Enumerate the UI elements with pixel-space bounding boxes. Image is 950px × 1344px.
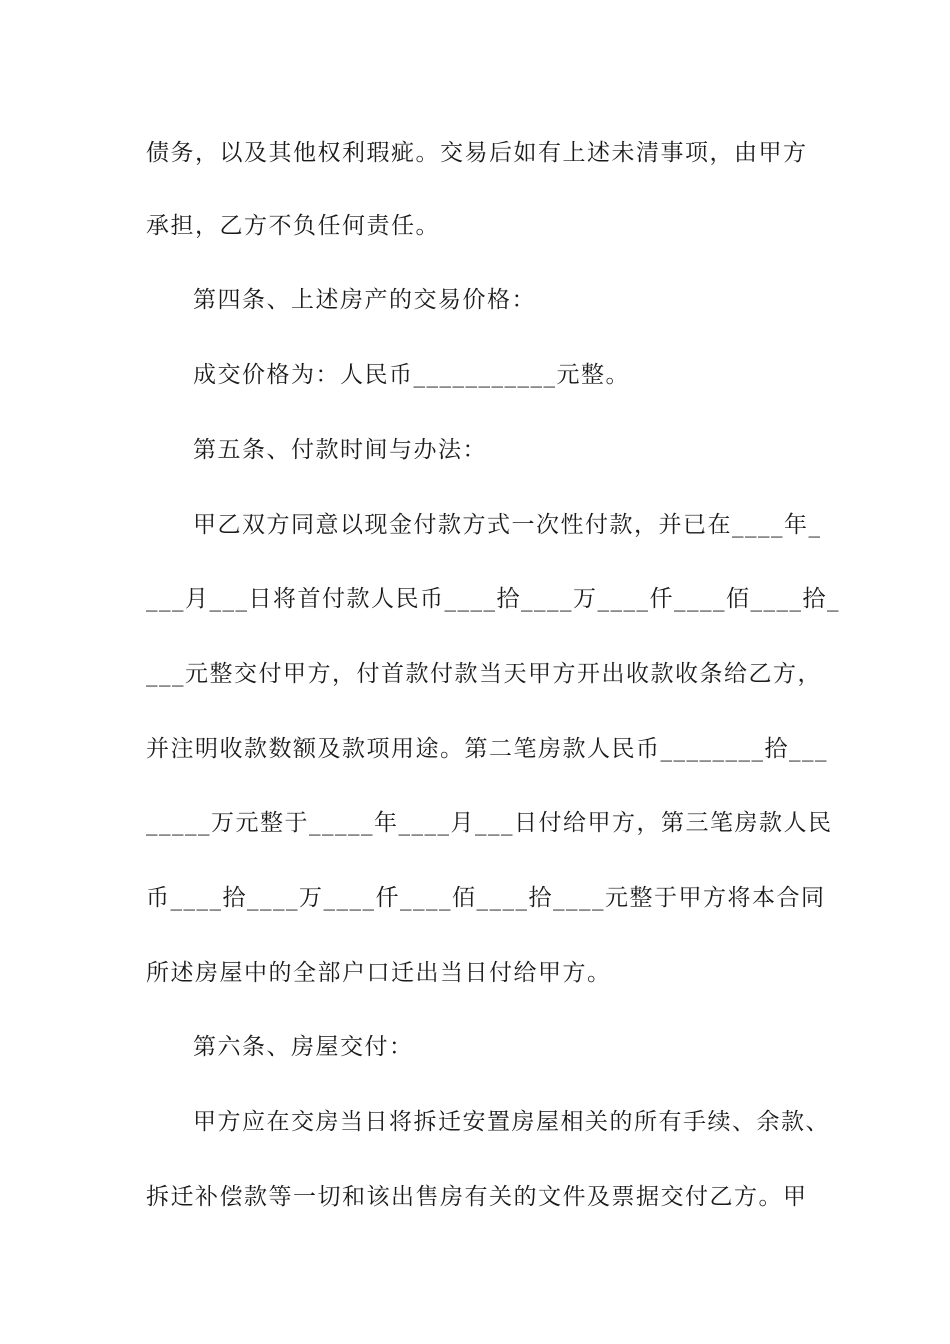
article-4-heading: 第四条、上述房产的交易价格： [193,287,536,313]
delivery-line-1: 甲方应在交房当日将拆迁安置房屋相关的所有手续、余款、 [193,1109,830,1135]
payment-line-6: 币____拾____万____仟____佰____拾____元整于甲方将本合同 [146,885,826,911]
paragraph-line-2: 承担，乙方不负任何责任。 [146,213,440,239]
payment-line-7: 所述房屋中的全部户口迁出当日付给甲方。 [146,960,612,986]
paragraph-line-1: 债务，以及其他权利瑕疵。交易后如有上述未清事项，由甲方 [146,140,808,166]
payment-line-1: 甲乙双方同意以现金付款方式一次性付款，并已在____年_ [193,512,822,538]
price-line: 成交价格为：人民币___________元整。 [193,362,630,388]
payment-line-4: 并注明收款数额及款项用途。第二笔房款人民币________拾___ [146,736,828,762]
payment-line-2: ___月___日将首付款人民币____拾____万____仟____佰____拾_ [146,586,840,612]
article-5-heading: 第五条、付款时间与办法： [193,437,487,463]
article-6-heading: 第六条、房屋交付： [193,1034,414,1060]
delivery-line-2: 拆迁补偿款等一切和该出售房有关的文件及票据交付乙方。甲 [146,1184,808,1210]
payment-line-3: ___元整交付甲方，付首款付款当天甲方开出收款收条给乙方， [146,661,822,687]
payment-line-5: _____万元整于_____年____月___日付给甲方，第三笔房款人民 [146,810,833,836]
